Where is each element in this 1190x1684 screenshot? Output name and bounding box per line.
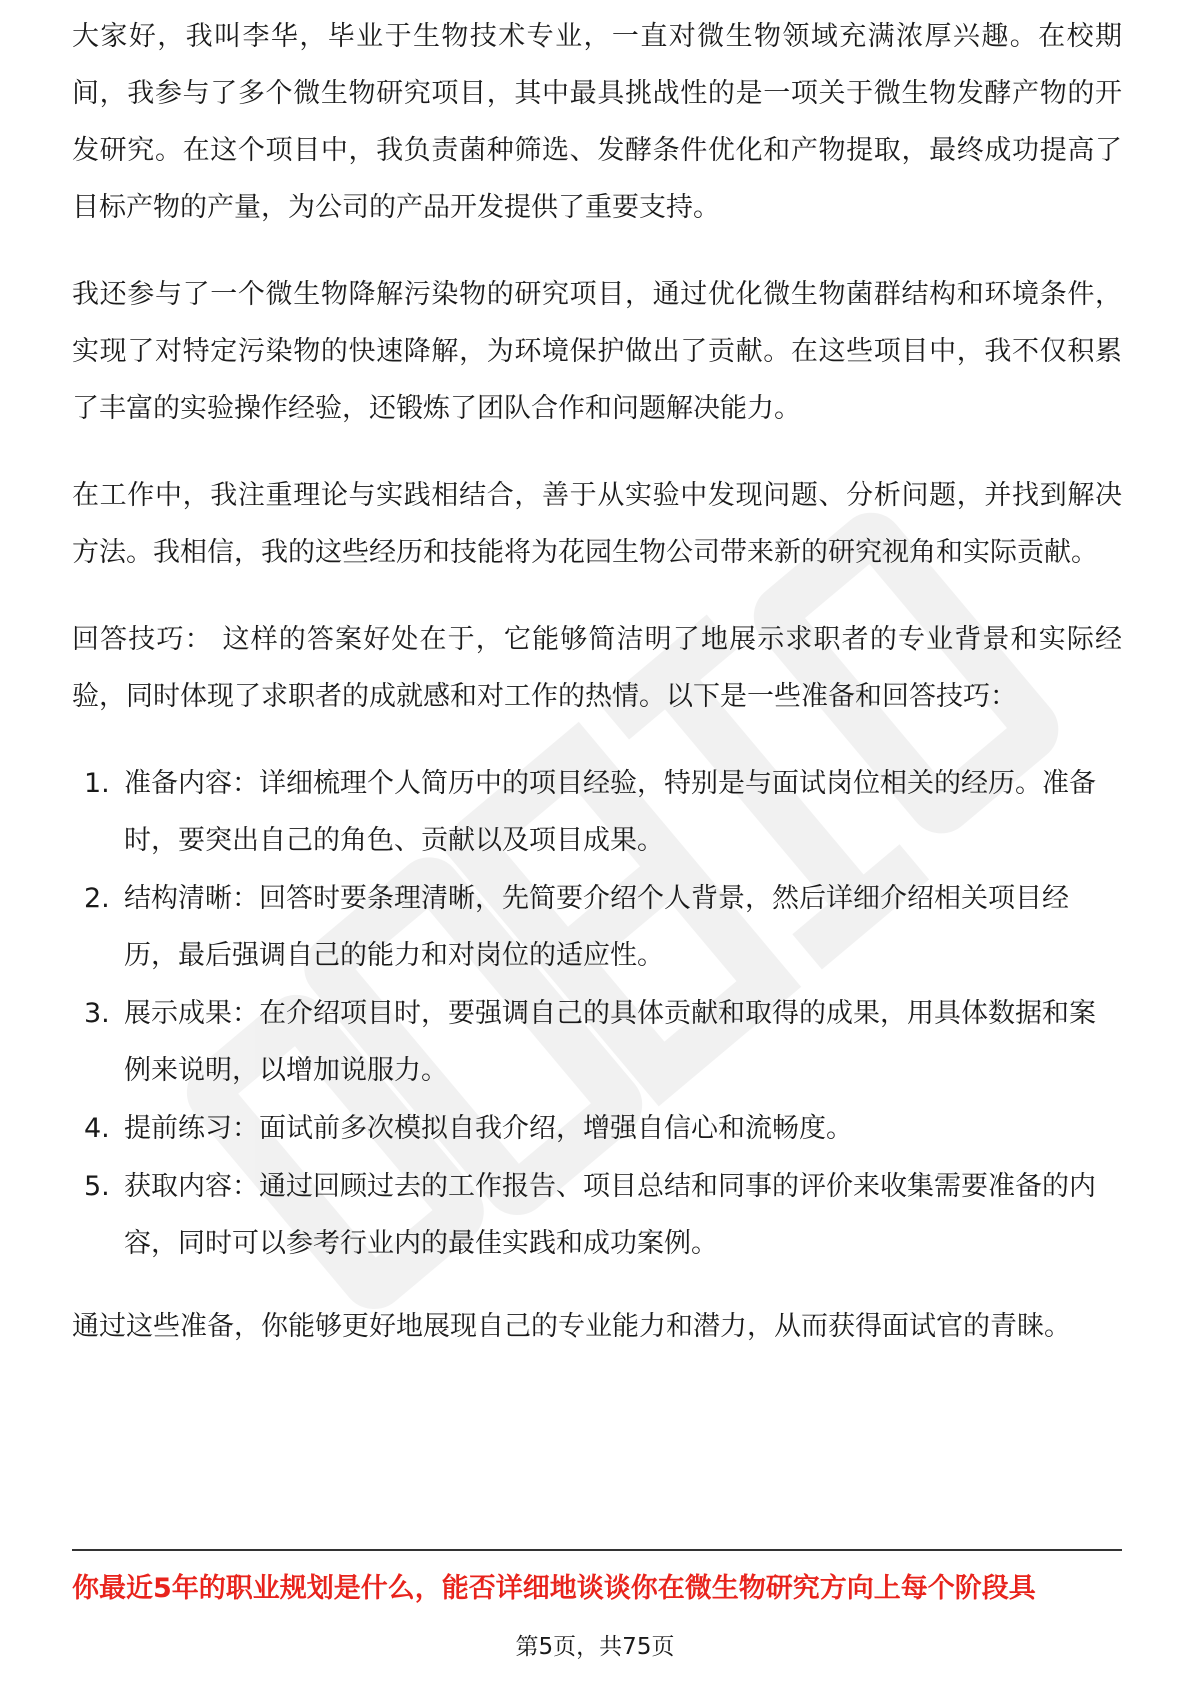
list-item-text: 提前练习：面试前多次模拟自我介绍，增强自信心和流畅度。	[124, 1113, 853, 1144]
list-item-text: 结构清晰：回答时要条理清晰，先简要介绍个人背景，然后详细介绍相关项目经历，最后强调自己的能力和对岗位的适应性。	[124, 883, 1069, 971]
list-item-number: 4.	[84, 1113, 110, 1144]
list-item	[72, 755, 1122, 869]
list-item-text: 获取内容：通过回顾过去的工作报告、项目总结和同事的评价来收集需要准备的内容，同时可以参考行业内的最佳实践和成功案例。	[124, 1171, 1096, 1259]
page-number: 第5页，共75页	[515, 1634, 675, 1660]
list-item-text: 准备内容：详细梳理个人简历中的项目经验，特别是与面试岗位相关的经历。准备时，要突出自己的角色、贡献以及项目成果。	[124, 768, 1096, 856]
list-item-number: 3.	[84, 998, 110, 1029]
list-item	[72, 985, 1122, 1099]
list-item-number: 2.	[84, 883, 110, 914]
project-paragraph: 我还参与了一个微生物降解污染物的研究项目，通过优化微生物菌群结构和环境条件，实现了对特定污染物的快速降解，为环境保护做出了贡献。在这些项目中，我不仅积累了丰富的实验操作经验，还锻炼了团队合作和问题解决能力。	[72, 279, 1122, 424]
next-question-heading: 你最近5年的职业规划是什么，能否详细地谈谈你在微生物研究方向上每个阶段具	[72, 1573, 1036, 1604]
list-item	[72, 1100, 1122, 1157]
list-item	[72, 1158, 1122, 1272]
closing-paragraph: 通过这些准备，你能够更好地展现自己的专业能力和潜力，从而获得面试官的青睐。	[72, 1311, 1071, 1342]
intro-paragraph: 大家好，我叫李华，毕业于生物技术专业，一直对微生物领域充满浓厚兴趣。在校期间，我参与了多个微生物研究项目，其中最具挑战性的是一项关于微生物发酵产物的开发研究。在这个项目中，我负责菌种筛选、发酵条件优化和产物提取，最终成功提高了目标产物的产量，为公司的产品开发提供了重要支持。	[72, 21, 1122, 223]
section-divider	[72, 1549, 1122, 1551]
list-item	[72, 870, 1122, 984]
list-item-number: 5.	[84, 1171, 110, 1202]
document-body	[72, 22, 1122, 1385]
page-footer	[0, 1628, 1190, 1661]
list-item-text: 展示成果：在介绍项目时，要强调自己的具体贡献和取得的成果，用具体数据和案例来说明，以增加说服力。	[124, 998, 1096, 1086]
list-item-number: 1.	[84, 768, 110, 799]
tips-list	[72, 755, 1122, 1272]
work-paragraph: 在工作中，我注重理论与实践相结合，善于从实验中发现问题、分析问题，并找到解决方法。我相信，我的这些经历和技能将为花园生物公司带来新的研究视角和实际贡献。	[72, 480, 1122, 568]
tips-intro-paragraph: 回答技巧： 这样的答案好处在于，它能够简洁明了地展示求职者的专业背景和实际经验，同时体现了求职者的成就感和对工作的热情。以下是一些准备和回答技巧：	[72, 624, 1122, 712]
